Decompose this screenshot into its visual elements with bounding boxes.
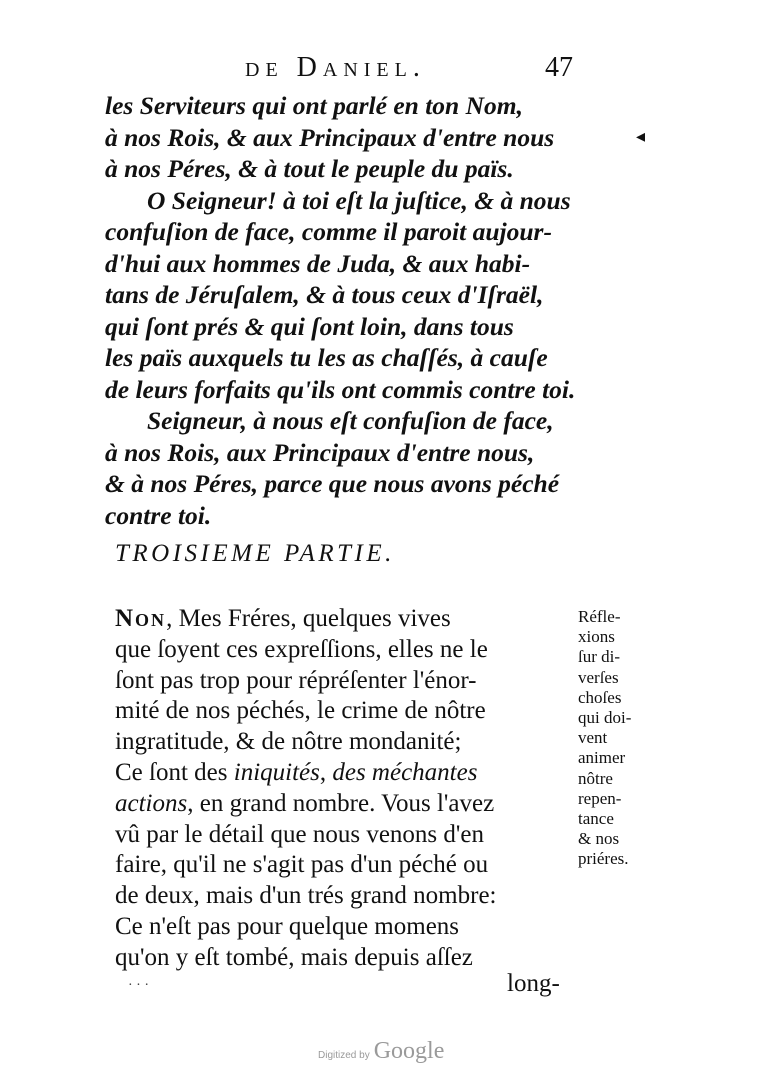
margin-note-line: verſes [578,667,619,687]
text-line: Ce ſont des iniquités, des méchantes [115,758,478,786]
running-title: de Daniel. [245,52,426,83]
text-line: que ſoyent ces expreſſions, elles ne le [115,635,488,663]
emphasis: des méchantes [332,758,478,786]
text-line: mité de nos péchés, le crime de nôtre [115,697,486,725]
text-line: les païs auxquels tu les as chaſſés, à cauſe [105,343,548,372]
margin-note-line: repen- [578,788,622,808]
text-line: les Serviteurs qui ont parlé en ton Nom, [105,91,523,120]
catchword: long- [507,970,560,997]
google-logo: Google [373,1038,445,1064]
text-line: ſont pas trop pour répréſenter l'énor- [115,666,477,694]
body-paragraph [115,604,575,974]
text-line: Non, Mes Fréres, quelques vives [115,605,451,632]
section-heading: TROISIEME PARTIE. [115,540,395,567]
opening-word: Non [115,605,167,632]
text-line: actions, en grand nombre. Vous l'avez [115,789,495,817]
digitized-by-label: Digitized by [318,1050,370,1061]
text-line: faire, qu'il ne s'agit pas d'un péché ou [115,851,489,879]
margin-note-line: & nos [578,829,620,849]
emphasis: actions [115,789,188,817]
margin-note-line: Réfle- [578,607,621,626]
margin-note-line: ſur di- [578,647,621,667]
margin-note-line: nôtre [578,768,613,788]
margin-mark: ◂ [636,126,646,146]
margin-note [578,607,658,870]
italic-prayer-passage [105,90,590,531]
text-line: de deux, mais d'un trés grand nombre: [115,882,497,910]
text-line: de leurs forfaits qu'ils ont commis contre toi. [105,374,576,404]
text-line: tans de Jéruſalem, & à tous ceux d'Iſraël, [105,280,544,309]
text-line: confuſion de face, comme il paroit aujour- [105,217,552,246]
text-line: d'hui aux hommes de Juda, & aux habi- [105,248,531,278]
ink-specks: · · · [128,978,149,993]
margin-note-line: animer [578,748,626,768]
digitization-watermark [318,1038,444,1065]
text-line: à nos Rois, aux Principaux d'entre nous, [105,437,535,467]
text-line: Ce n'eſt pas pour quelque momens [115,912,460,940]
margin-note-line: qui doi- [578,708,632,728]
text-line: à nos Rois, & aux Principaux d'entre nous [105,122,555,152]
margin-note-line: priéres. [578,849,629,869]
margin-note-line: vent [578,728,608,748]
text-line: qu'on y eſt tombé, mais depuis aſſez [115,943,473,971]
text-line: ingratitude, & de nôtre mondanité; [115,728,462,756]
text-line: qui ſont prés & qui ſont loin, dans tous [105,311,514,341]
margin-note-line: choſes [578,687,622,707]
text-line: vû par le détail que nous venons d'en [115,820,484,848]
text-line: Seigneur, à nous eſt confuſion de face, [147,406,554,435]
page-number: 47 [545,52,573,83]
text-line: O Seigneur! à toi eſt la juſtice, & à nous [147,185,571,215]
text-line: contre toi. [105,500,212,530]
margin-note-line: xions [578,627,615,647]
text-line: à nos Péres, & à tout le peuple du païs. [105,154,514,183]
page-header [0,52,768,92]
emphasis: iniquités [233,758,320,786]
margin-note-line: tance [578,809,614,829]
text-line: & à nos Péres, parce que nous avons péché [105,469,560,498]
